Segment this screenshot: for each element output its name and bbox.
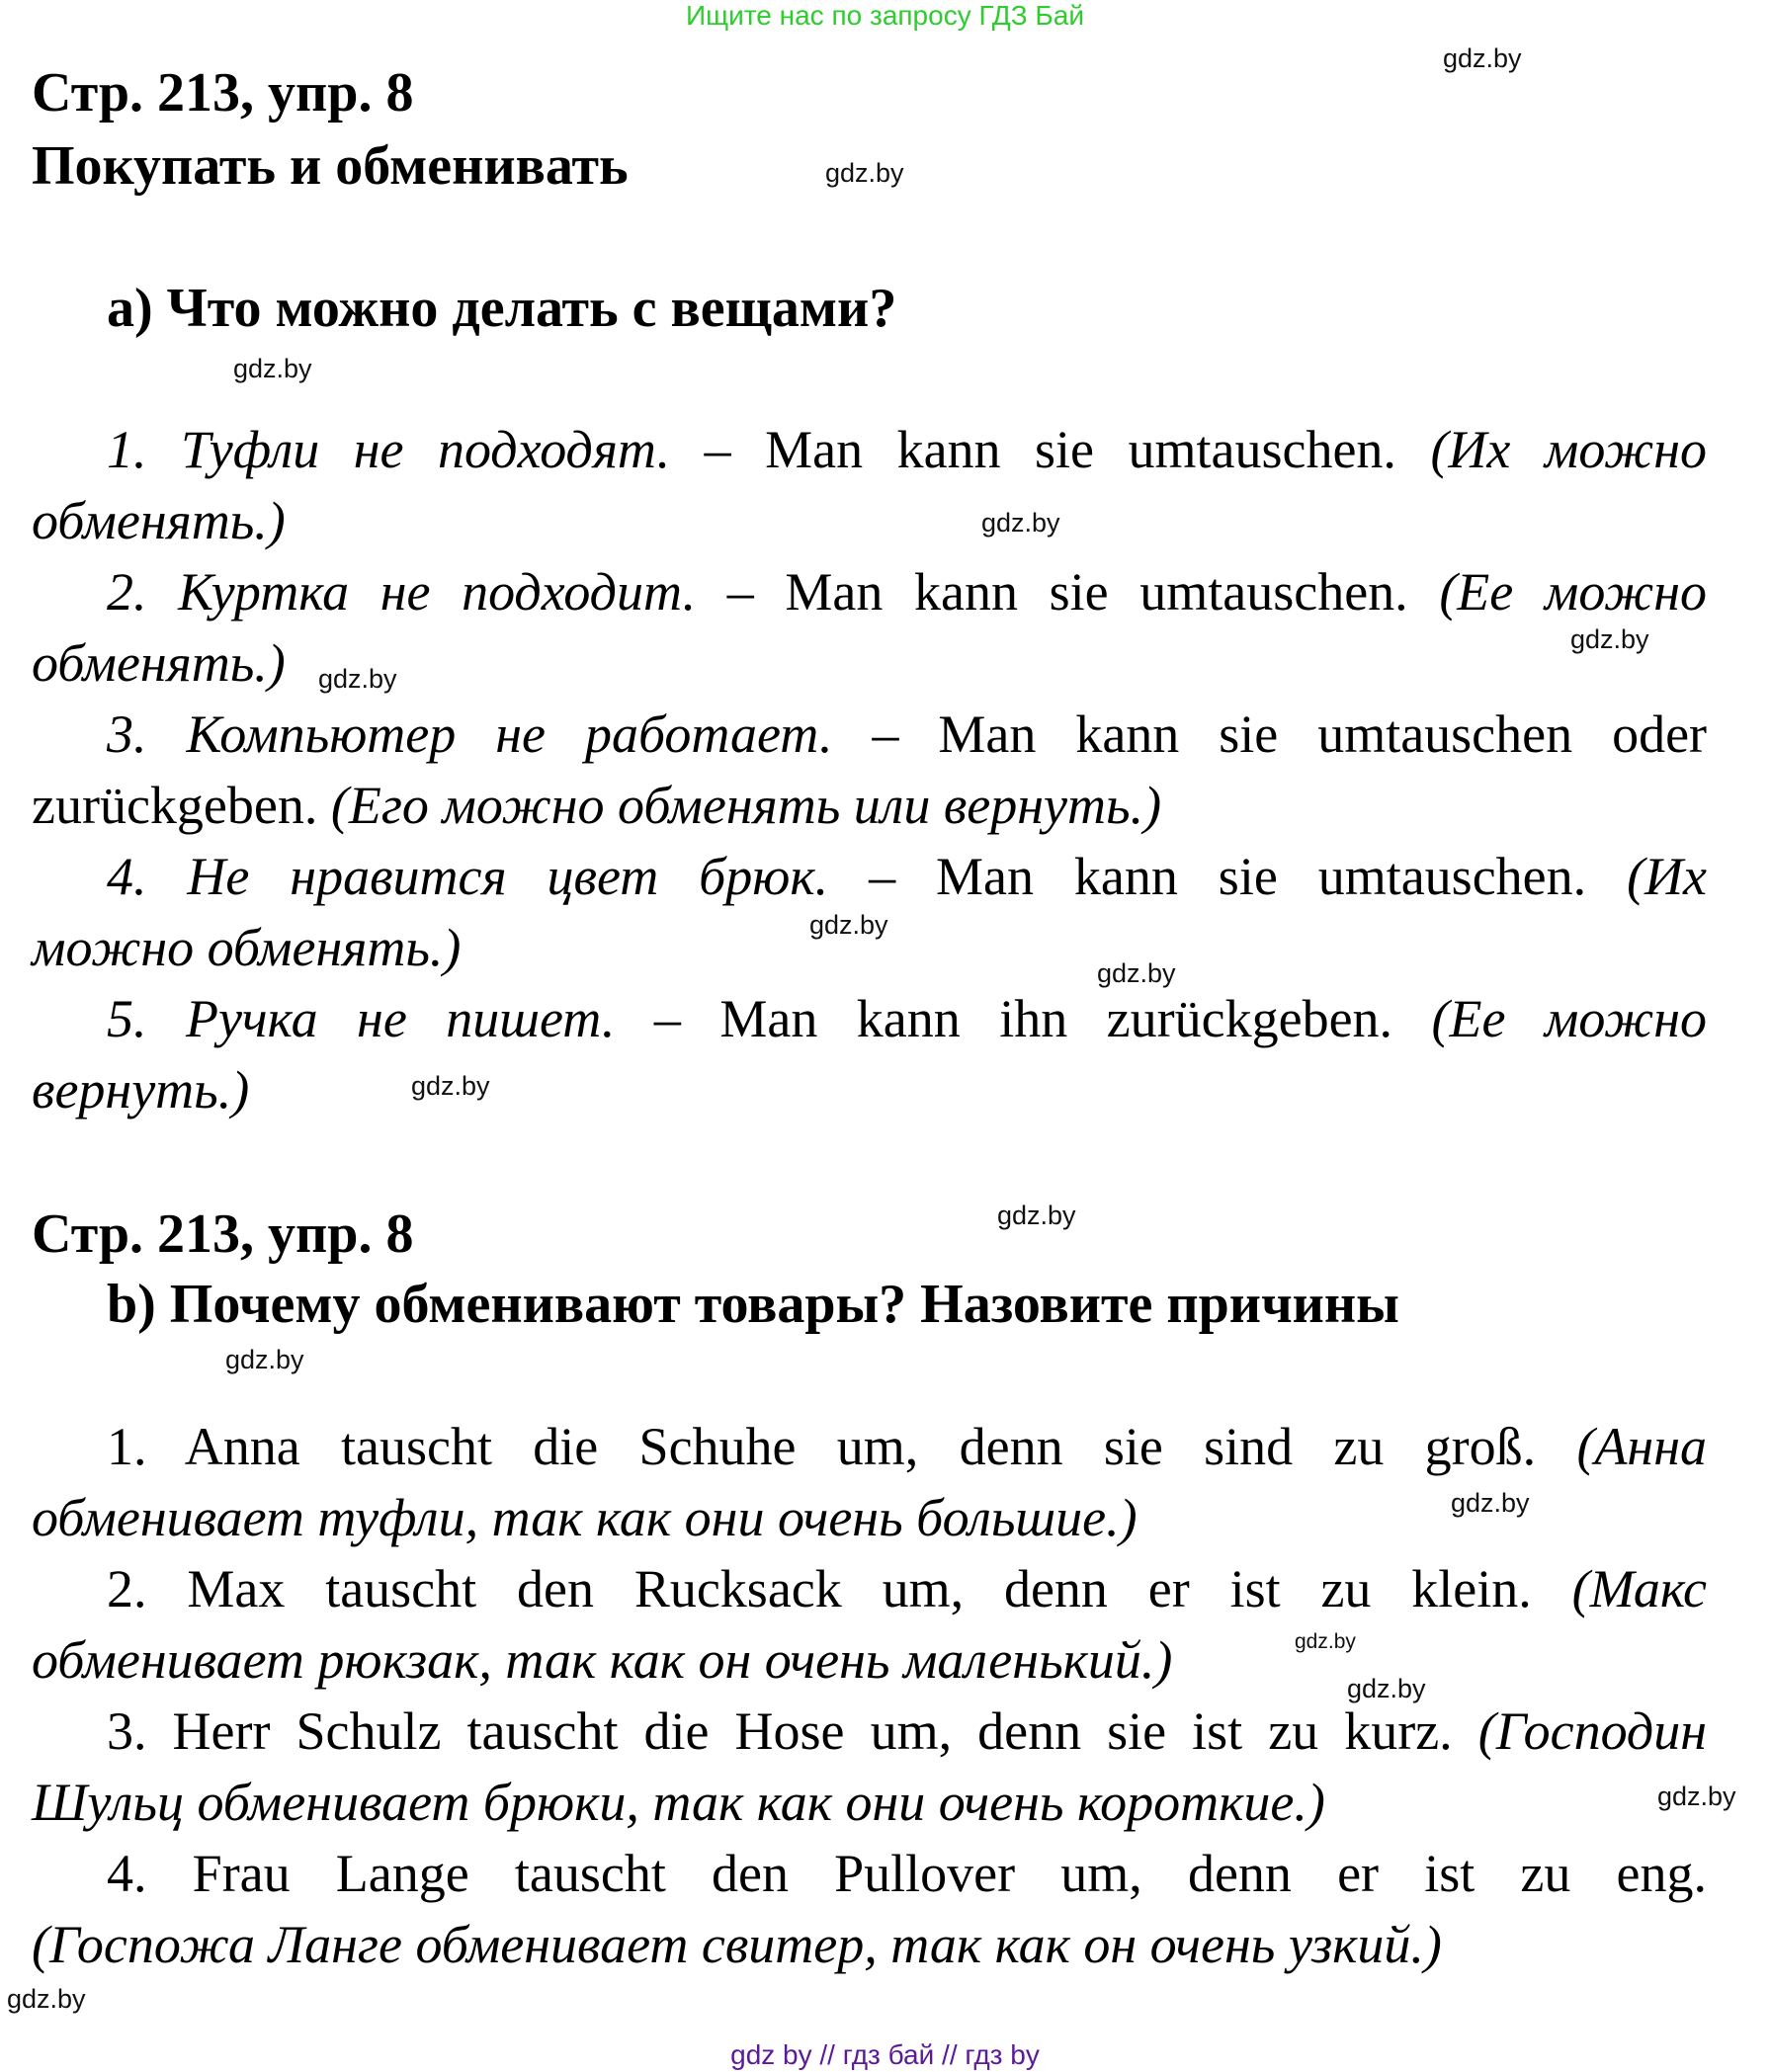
answer-line (32, 699, 1707, 770)
watermark: gdz.by (1451, 1488, 1530, 1518)
page-reference-heading: Стр. 213, упр. 8 (32, 62, 414, 124)
russian-text: можно обменять.) (32, 918, 462, 977)
german-text: 1. Anna tauscht die Schuhe um, denn sie sind zu groß. (107, 1417, 1537, 1476)
russian-text: (Ее можно (1439, 562, 1708, 622)
russian-text: обменять.) (32, 491, 286, 550)
russian-text: (Анна (1576, 1417, 1708, 1476)
russian-text: (Ее можно (1431, 989, 1708, 1048)
answer-line (32, 1624, 1707, 1696)
russian-text: обменивает рюкзак, так как он очень маленький.) (32, 1630, 1173, 1690)
russian-text: вернуть.) (32, 1060, 250, 1119)
german-text: 4. Frau Lange tauscht den Pullover um, denn er ist zu eng. (107, 1844, 1707, 1903)
russian-text: (Его можно обменять или вернуть.) (330, 776, 1162, 835)
watermark: gdz.by (1570, 624, 1649, 654)
russian-text: 1. Туфли не подходят. (107, 420, 671, 479)
question-b-heading: b) Почему обменивают товары? Назовите причины (107, 1274, 1399, 1335)
watermark: gdz.by (318, 664, 397, 694)
german-text: – Man kann sie umtauschen. (869, 847, 1587, 906)
answer-line (32, 414, 1707, 485)
answer-line (32, 983, 1707, 1054)
russian-text: (Макс (1571, 1559, 1707, 1618)
watermark: gdz.by (825, 158, 904, 188)
german-text: – Man kann sie umtauschen oder (872, 704, 1708, 764)
watermark: gdz.by (411, 1071, 490, 1101)
page-reference-heading-b: Стр. 213, упр. 8 (32, 1203, 414, 1265)
german-text: 3. Herr Schulz tauscht die Hose um, denn sie ist zu kurz. (107, 1701, 1453, 1761)
answer-line (32, 1909, 1707, 1980)
watermark: gdz.by (1443, 43, 1522, 73)
german-text: – Man kann sie umtauschen. (726, 562, 1408, 622)
question-a-heading: a) Что можно делать с вещами? (107, 278, 897, 339)
russian-text: (Госпожа Ланге обменивает свитер, так как он очень узкий.) (32, 1915, 1442, 1974)
answer-line (32, 1767, 1707, 1838)
russian-text: (Господин (1477, 1701, 1708, 1761)
russian-text: 3. Компьютер не работает. (107, 704, 833, 764)
watermark: gdz.by (1347, 1674, 1426, 1703)
page-title: Покупать и обменивать (32, 135, 629, 197)
watermark: gdz.by (225, 1345, 304, 1374)
answer-line (32, 841, 1707, 912)
answer-line (32, 1411, 1707, 1482)
footer-links: gdz by // гдз бай // гдз by (730, 2039, 1040, 2070)
russian-text: (Их можно (1430, 420, 1708, 479)
german-text: – Man kann ihn zurückgeben. (653, 989, 1393, 1048)
answer-line (32, 485, 1707, 556)
watermark: gdz.by (1097, 958, 1176, 988)
watermark: gdz.by (997, 1201, 1076, 1230)
german-text: zurückgeben. (32, 776, 318, 835)
watermark: gdz.by (1295, 1630, 1356, 1653)
russian-text: обменивает туфли, так как они очень большие.) (32, 1488, 1138, 1547)
watermark: gdz.by (809, 910, 888, 940)
watermark: gdz.by (1657, 1782, 1736, 1811)
russian-text: (Их (1627, 847, 1708, 906)
answers-a (32, 414, 1707, 1125)
russian-text: обменять.) (32, 633, 286, 693)
watermark: gdz.by (233, 354, 312, 383)
answer-line (32, 1054, 1707, 1125)
watermark: gdz.by (981, 508, 1060, 538)
answer-line (32, 1696, 1707, 1767)
watermark: gdz.by (7, 1984, 86, 2014)
russian-text: Шульц обменивает брюки, так как они очень короткие.) (32, 1773, 1325, 1832)
german-text: – Man kann sie umtauschen. (704, 420, 1396, 479)
answer-line (32, 556, 1707, 627)
answer-line (32, 1838, 1707, 1909)
german-text: 2. Max tauscht den Rucksack um, denn er ist zu klein. (107, 1559, 1532, 1618)
russian-text: 5. Ручка не пишет. (107, 989, 616, 1048)
search-banner: Ищите нас по запросу ГДЗ Бай (685, 0, 1085, 31)
answer-line (32, 1553, 1707, 1624)
answer-line (32, 627, 1707, 699)
russian-text: 2. Куртка не подходит. (107, 562, 697, 622)
russian-text: 4. Не нравится цвет брюк. (107, 847, 829, 906)
answer-line (32, 770, 1707, 841)
